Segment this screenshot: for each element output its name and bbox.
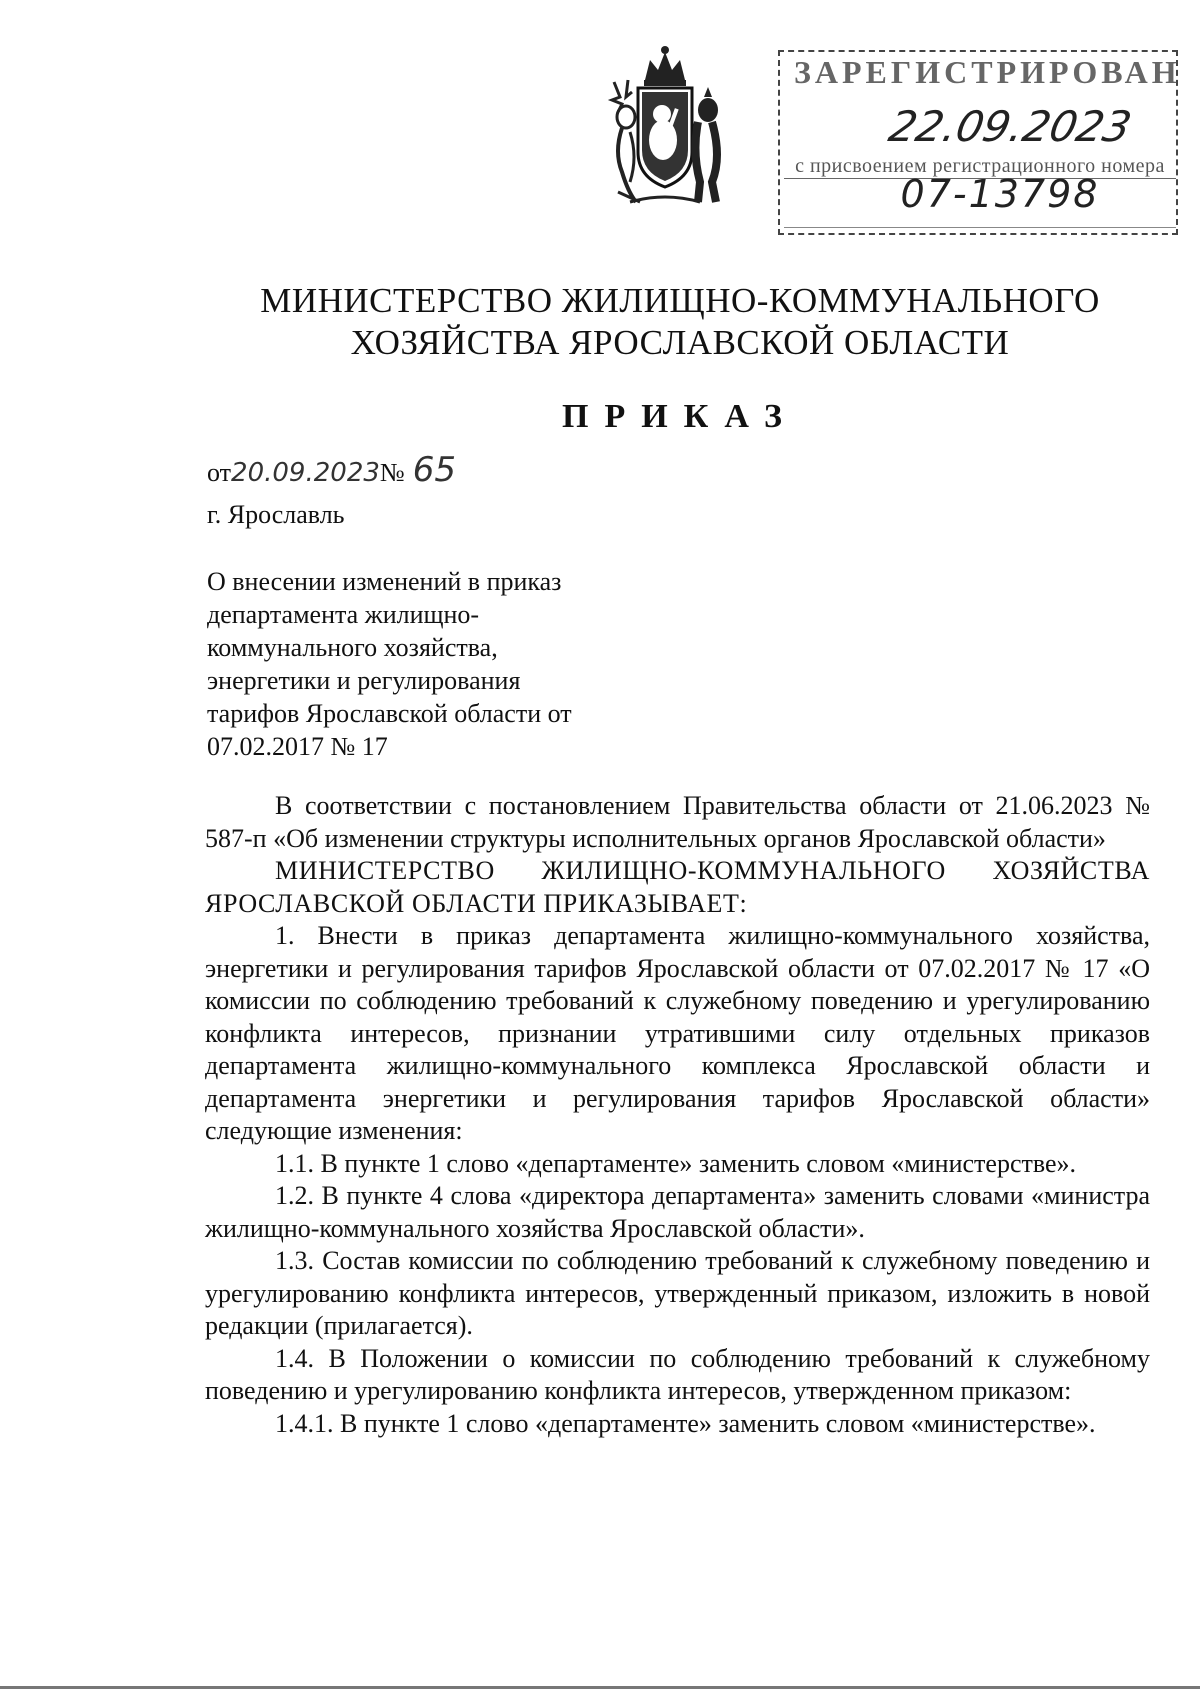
order-number: 65 <box>412 450 456 490</box>
stamp-date: 22.09.2023 <box>884 102 1136 151</box>
clause-1-4-1-paragraph: 1.4.1. В пункте 1 слово «департаменте» заменить словом «министерстве». <box>275 1408 1096 1438</box>
document-type-title: ПРИКАЗ <box>562 398 798 435</box>
ministry-heading-line: ХОЗЯЙСТВА ЯРОСЛАВСКОЙ ОБЛАСТИ <box>350 323 1010 362</box>
subject-line: энергетики и регулирования <box>207 666 521 695</box>
stamp-title: ЗАРЕГИСТРИРОВАН <box>794 54 1181 90</box>
subject-line: коммунального хозяйства, <box>207 633 498 662</box>
coat-of-arms-emblem <box>600 42 730 207</box>
stamp-divider <box>784 227 1176 228</box>
order-date-prefix: от <box>207 458 232 487</box>
subject-line: тарифов Ярославской области от <box>207 699 572 728</box>
order-date: 20.09.2023 <box>231 458 380 488</box>
page-bottom-edge <box>0 1686 1200 1689</box>
preamble-paragraph: В соответствии с постановлением Правительства области от 21.06.2023 № 587-п «Об изменении структуры исполнительных органов Ярославской области» <box>205 791 1150 853</box>
order-number-sign: № <box>379 458 405 487</box>
clause-1-1-paragraph: 1.1. В пункте 1 слово «департаменте» заменить словом «министерстве». <box>275 1148 1077 1178</box>
order-subject <box>207 565 627 763</box>
order-clause-paragraph: МИНИСТЕРСТВО ЖИЛИЩНО-КОММУНАЛЬНОГО ХОЗЯЙСТВА ЯРОСЛАВСКОЙ ОБЛАСТИ ПРИКАЗЫВАЕТ: <box>205 856 1150 918</box>
clause-1-3-paragraph: 1.3. Состав комиссии по соблюдению требований к служебному поведению и урегулированию конфликта интересов, утвержденный приказом, изложить в новой редакции (прилагается). <box>205 1246 1150 1340</box>
order-city: г. Ярославль <box>207 500 345 529</box>
ministry-heading-line: МИНИСТЕРСТВО ЖИЛИЩНО-КОММУНАЛЬНОГО <box>260 281 1100 320</box>
registration-stamp <box>778 50 1181 235</box>
clause-1-paragraph: 1. Внести в приказ департамента жилищно-коммунального хозяйства, энергетики и регулирования тарифов Ярославской области от 07.02.2017 № 17 «О комиссии по соблюдению требований к служебному поведению и урегулированию конфликта интересов, признании утратившими силу отдельных приказов департамента жилищно-коммунального комплекса Ярославской области и департамента энергетики и регулирования тарифов Ярославской области» следующие изменения: <box>205 921 1150 1145</box>
order-body <box>205 790 1150 1440</box>
stamp-caption: с присвоением регистрационного номера <box>795 155 1165 177</box>
order-date-number <box>207 450 456 490</box>
subject-line: департамента жилищно- <box>207 600 480 629</box>
subject-line: О внесении изменений в приказ <box>207 567 562 596</box>
clause-1-4-paragraph: 1.4. В Положении о комиссии по соблюдению требований к служебному поведению и урегулированию конфликта интересов, утвержденном приказом: <box>205 1343 1150 1405</box>
ministry-heading <box>200 280 1160 364</box>
stamp-registration-number: 07-13798 <box>900 172 1100 216</box>
subject-line: 07.02.2017 № 17 <box>207 732 388 761</box>
clause-1-2-paragraph: 1.2. В пункте 4 слова «директора департамента» заменить словами «министра жилищно-коммунального хозяйства Ярославской области». <box>205 1181 1150 1243</box>
